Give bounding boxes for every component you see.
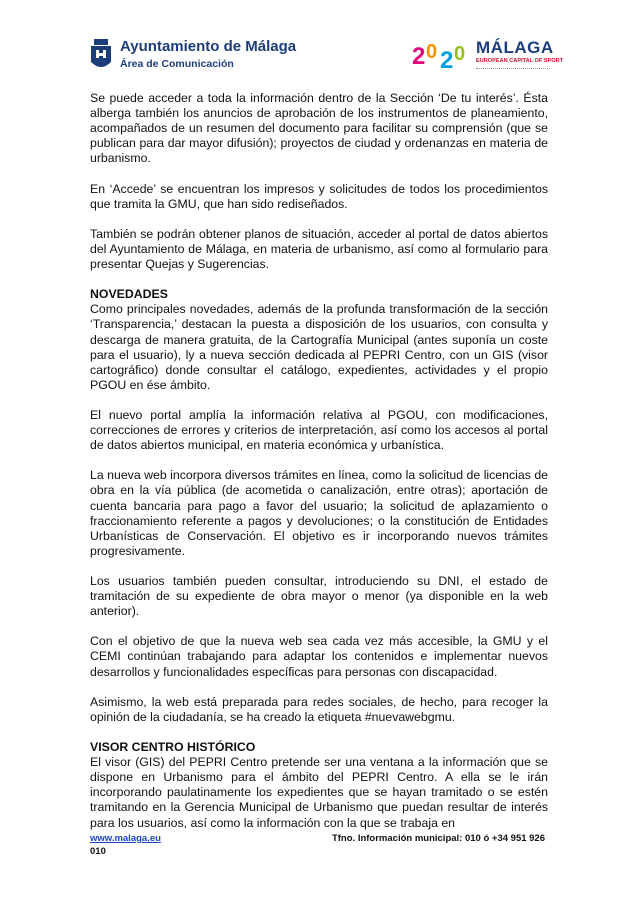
- paragraph: Como principales novedades, además de la profunda transformación de la sección ‘Transparencia,’ destacan la puesta a disposición de los usuarios, con consulta y descarga de manera gratuita, de la Cartografía Municipal (antes suponía un coste para el usuario), ly a nueva sección dedicada al PEPRI Centro, con un GIS (visor cartográfico) donde consultar el catálogo, expedientes, actividades y el propio PGOU en ése ámbito.: [90, 302, 548, 392]
- header-divider: [476, 68, 550, 69]
- svg-text:0: 0: [426, 41, 438, 63]
- footer-phone: Tfno. Información municipal: 010 ó +34 951 926: [331, 833, 545, 844]
- logo-tagline: EUROPEAN CAPITAL OF SPORT: [476, 58, 564, 64]
- paragraph: Los usuarios también pueden consultar, introduciendo su DNI, el estado de tramitación de su expediente de obra mayor o menor (ya disponible en la web anterior).: [90, 574, 548, 619]
- paragraph: Con el objetivo de que la nueva web sea cada vez más accesible, la GMU y el CEMI continúan trabajando para adaptar los contenidos e implementar nuevos desarrollos y funcionalidades específicas para personas con discapacidad.: [90, 634, 548, 679]
- city-crest-icon: [90, 38, 112, 72]
- org-name: Ayuntamiento de Málaga: [120, 38, 297, 55]
- paragraph: El visor (GIS) del PEPRI Centro pretende ser una ventana a la información que se dispone en Urbanismo para el ámbito del PEPRI Centro. A ella se le irán incorporando paulatinamente los expedientes que se hayan tramitado o se estén tramitando en la Gerencia Municipal de Urbanismo que puedan resultar de interés para los usuarios, así como la información con la que se trabaja en: [90, 755, 548, 830]
- org-department: Área de Comunicación: [120, 58, 234, 70]
- document-body: [90, 91, 548, 831]
- paragraph: Se puede acceder a toda la información dentro de la Sección ‘De tu interés’. Ésta alberga también los anuncios de aprobación de los instrumentos de planeamiento, acompañados de un resumen del documento para facilitar su comprensión (que se publican para dar mayor difusión); proyectos de ciudad y ordenanzas en materia de urbanismo.: [90, 91, 548, 166]
- paragraph: También se podrán obtener planos de situación, acceder al portal de datos abiertos del Ayuntamiento de Málaga, en materia de urbanismo, así como al formulario para presentar Quejas y Sugerencias.: [90, 226, 548, 272]
- svg-text:0: 0: [454, 43, 466, 65]
- svg-text:2: 2: [440, 47, 454, 72]
- website-link[interactable]: www.malaga.eu: [90, 833, 161, 844]
- footer-phone-continuation: 010: [90, 846, 106, 857]
- page-header: [90, 36, 564, 82]
- paragraph: El nuevo portal amplía la información relativa al PGOU, con modificaciones, correcciones de errores y criterios de interpretación, así como los accesos al portal de datos abiertos municipal, en materia económica y urbanística.: [90, 407, 548, 453]
- paragraph: La nueva web incorpora diversos trámites en línea, como la solicitud de licencias de obra en la vía pública (de acometida o canalización, entre otras); aportación de cuenta bancaria para pago a favor del usuario; la solicitud de aplazamiento o fraccionamiento referente a pagos y devoluciones; o la constitución de Entidades Urbanísticas de Conservación. El objetivo es ir incorporando nuevos trámites progresivamente.: [90, 468, 548, 558]
- paragraph: Asimismo, la web está preparada para redes sociales, de hecho, para recoger la opinión de la ciudadanía, se ha creado la etiqueta #nuevawebgmu.: [90, 694, 548, 724]
- section-heading-visor: VISOR CENTRO HISTÓRICO: [90, 740, 256, 755]
- logo-city: MÁLAGA: [476, 38, 554, 57]
- svg-text:2: 2: [412, 43, 426, 70]
- paragraph: En ‘Accede’ se encuentran los impresos y solicitudes de todos los procedimientos que tramita la GMU, que han sido rediseñados.: [90, 181, 548, 211]
- section-heading-novedades: NOVEDADES: [90, 287, 168, 302]
- sport-capital-logo-icon: [412, 38, 472, 72]
